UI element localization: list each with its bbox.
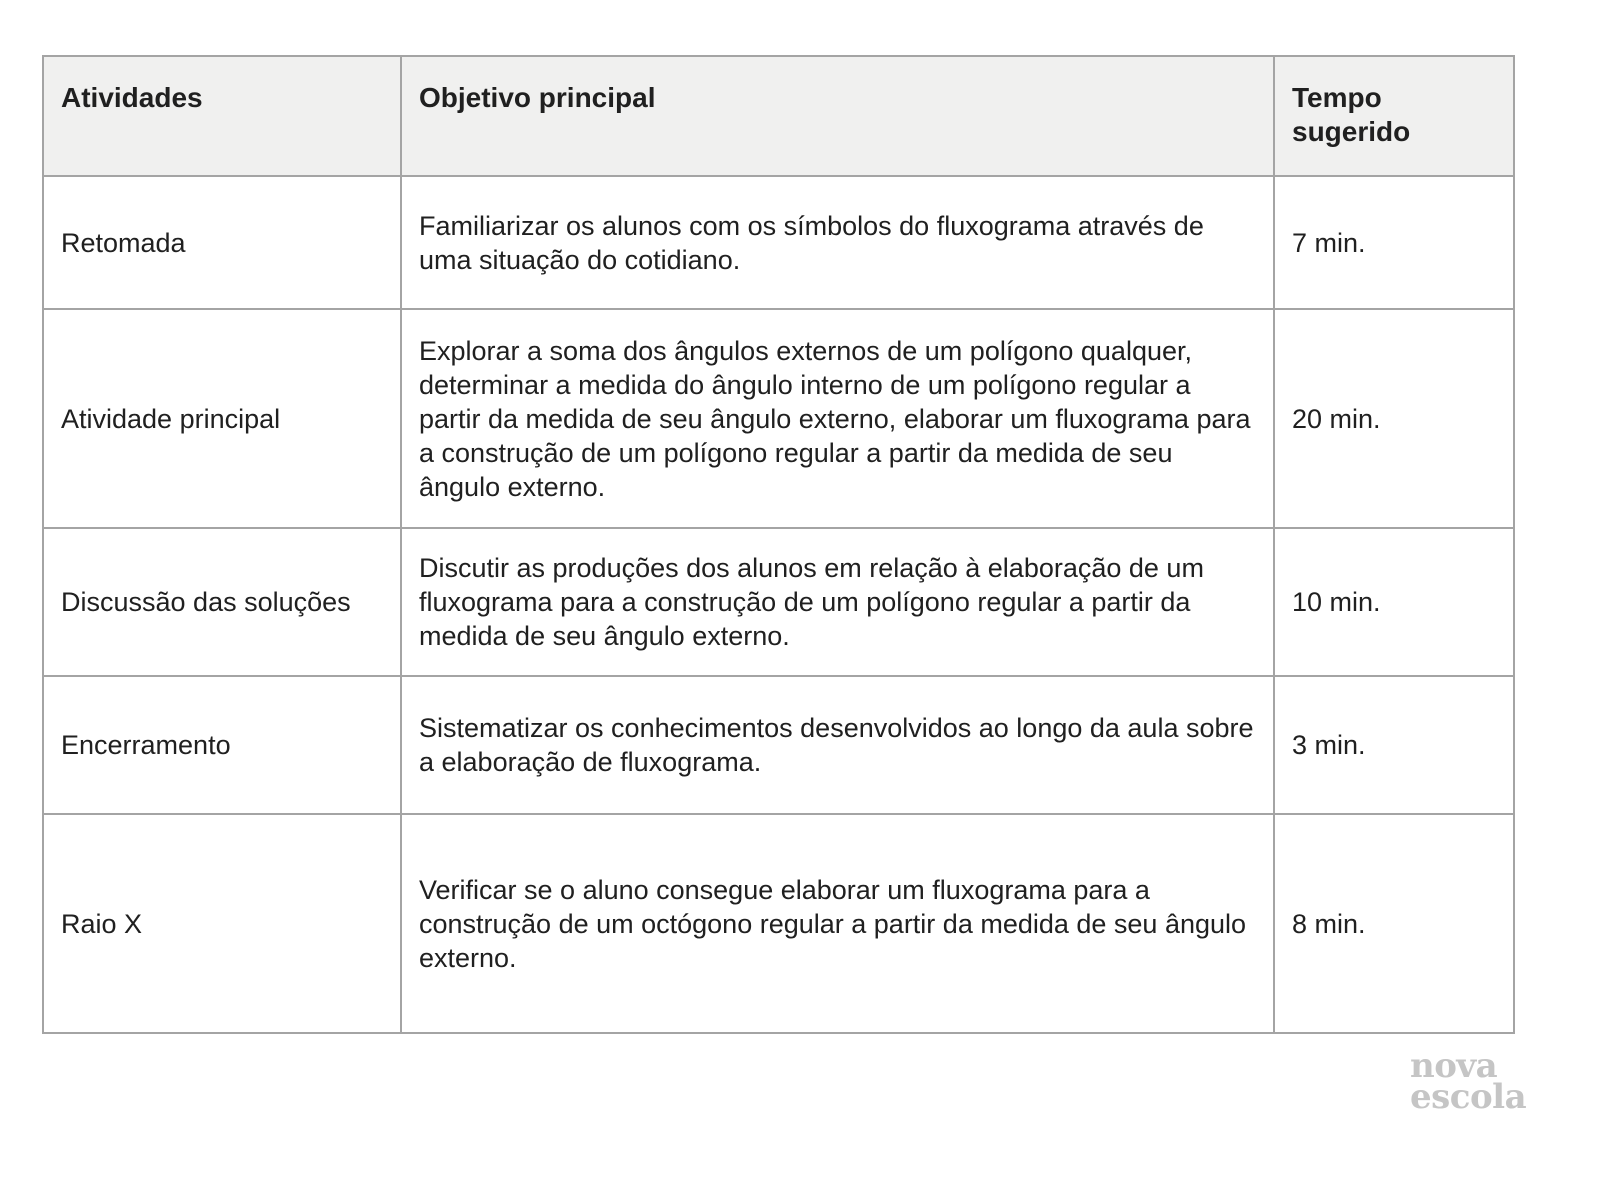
activity-cell: Atividade principal	[43, 309, 401, 528]
objective-cell: Verificar se o aluno consegue elaborar um fluxograma para a construção de um octógono regular a partir da medida de seu ângulo externo.	[401, 814, 1274, 1033]
table-header	[43, 56, 1514, 176]
objective-cell: Discutir as produções dos alunos em relação à elaboração de um fluxograma para a construção de um polígono regular a partir da medida de seu ângulo externo.	[401, 528, 1274, 676]
activity-cell: Raio X	[43, 814, 401, 1033]
time-cell: 20 min.	[1274, 309, 1514, 528]
activity-cell: Encerramento	[43, 676, 401, 814]
logo-line-escola: escola	[1410, 1077, 1527, 1117]
activity-cell: Discussão das soluções	[43, 528, 401, 676]
table-row	[43, 309, 1514, 528]
logo-line-nova: nova	[1410, 1046, 1498, 1086]
time-cell: 10 min.	[1274, 528, 1514, 676]
column-header-tempo-sugerido: Tempo sugerido	[1274, 56, 1514, 176]
table-row	[43, 676, 1514, 814]
objective-cell: Sistematizar os conhecimentos desenvolvidos ao longo da aula sobre a elaboração de fluxograma.	[401, 676, 1274, 814]
objective-cell: Explorar a soma dos ângulos externos de um polígono qualquer, determinar a medida do ângulo interno de um polígono regular a partir da medida de seu ângulo externo, elaborar um fluxograma para a construção de um polígono regular a partir da medida de seu ângulo externo.	[401, 309, 1274, 528]
objective-cell: Familiarizar os alunos com os símbolos do fluxograma através de uma situação do cotidiano.	[401, 176, 1274, 309]
table-row	[43, 814, 1514, 1033]
table-body	[43, 176, 1514, 1033]
activities-table	[42, 55, 1515, 1034]
activity-cell: Retomada	[43, 176, 401, 309]
table-row	[43, 528, 1514, 676]
nova-escola-logo	[1410, 1046, 1527, 1117]
column-header-objetivo-principal: Objetivo principal	[401, 56, 1274, 176]
time-cell: 3 min.	[1274, 676, 1514, 814]
table-row	[43, 176, 1514, 309]
column-header-atividades: Atividades	[43, 56, 401, 176]
time-cell: 7 min.	[1274, 176, 1514, 309]
header-row	[43, 56, 1514, 176]
time-cell: 8 min.	[1274, 814, 1514, 1033]
